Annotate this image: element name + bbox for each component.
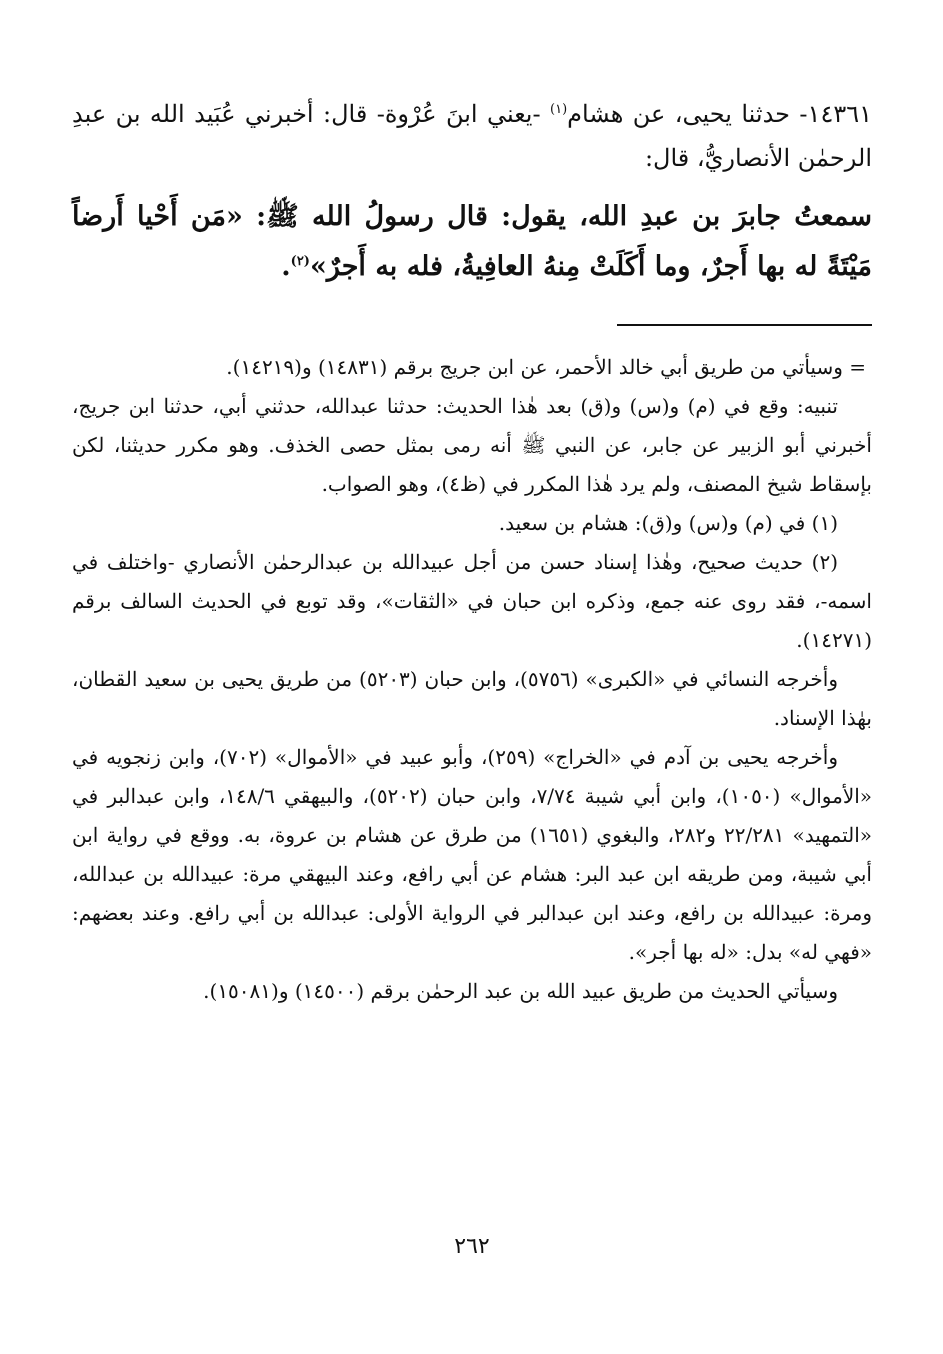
footnote-paragraph: (٢) حديث صحيح، وهٰذا إسناد حسن من أجل عبيدالله بن عبدالرحمٰن الأنصاري -واختلف في اسمه-، فقد روى عنه جمع، وذكره ابن حبان في «الثقات»، وقد توبع في الحديث السالف برقم (١٤٢٧١). xyxy=(72,550,872,652)
hadith-isnad xyxy=(72,92,872,180)
matn-text: سمعتُ جابرَ بن عبدِ الله، يقول: قال رسولُ الله ﷺ: «مَن أَحْيا أَرضاً مَيْتَةً له بها أَجرٌ، وما أَكَلَتْ مِنهُ العافِيةُ، فله به أَجرٌ» xyxy=(72,201,872,282)
footnotes-section xyxy=(72,348,872,1011)
book-page xyxy=(72,92,872,1332)
matn-end-punctuation: . xyxy=(281,251,291,282)
page-number: ٢٦٢ xyxy=(454,1234,490,1259)
hadith-matn xyxy=(72,192,872,292)
footnote-marker-1: (١) xyxy=(550,102,568,117)
footnote-paragraph: وأخرجه النسائي في «الكبرى» (٥٧٥٦)، وابن حبان (٥٢٠٣) من طريق يحيى بن سعيد القطان، بهٰذا الإسناد. xyxy=(72,667,872,730)
footnote-paragraph: وأخرجه يحيى بن آدم في «الخراج» (٢٥٩)، وأبو عبيد في «الأموال» (٧٠٢)، وابن زنجويه في «الأموال» (١٠٥٠)، وابن أبي شيبة ٧/٧٤، وابن حبان (٥٢٠٢)، والبيهقي ١٤٨/٦، وابن عبدالبر في «التمهيد» ٢٢/٢٨١ و٢٨٢، والبغوي (١٦٥١) من طرق عن هشام بن عروة، به. ووقع في رواية ابن أبي شيبة، ومن طريقه ابن عبد البر: هشام عن أبي رافع، وعند البيهقي مرة: عبيدالله بن عبدالله، ومرة: عبيدالله بن رافع، وعند ابن عبدالبر في الرواية الأولى: عبدالله بن أبي رافع. وعند بعضهم: «فهي له» بدل: «له بها أجر». xyxy=(72,745,873,964)
isnad-text-rest: -يعني ابنَ عُرْوة- قال: أخبرني عُبَيد الله بن عبدِ الرحمٰن الأنصاريُّ، قال: xyxy=(72,100,872,172)
footnote-paragraph: وسيأتي الحديث من طريق عبيد الله بن عبد الرحمٰن برقم (١٤٥٠٠) و(١٥٠٨١). xyxy=(203,979,838,1003)
footnote-marker-2: (٢) xyxy=(290,254,310,269)
footnote-paragraph: (١) في (م) و(س) و(ق): هشام بن سعيد. xyxy=(498,511,838,535)
footnote-paragraph: تنبيه: وقع في (م) و(س) و(ق) بعد هٰذا الحديث: حدثنا عبدالله، حدثني أبي، حدثنا ابن جريج، أخبرني أبو الزبير عن جابر، عن النبي ﷺ أنه رمى بمثل حصى الخذف. وهو مكرر حديثنا، لكن بإسقاط شيخ المصنف، ولم يرد هٰذا المكرر في (ظ٤)، وهو الصواب. xyxy=(72,394,872,496)
footnote-paragraph: = وسيأتي من طريق أبي خالد الأحمر، عن ابن جريج برقم (١٤٨٣١) و(١٤٢١٩). xyxy=(226,355,866,379)
footnote-separator xyxy=(617,324,872,326)
isnad-text: ١٤٣٦١- حدثنا يحيى، عن هشام xyxy=(567,100,872,128)
